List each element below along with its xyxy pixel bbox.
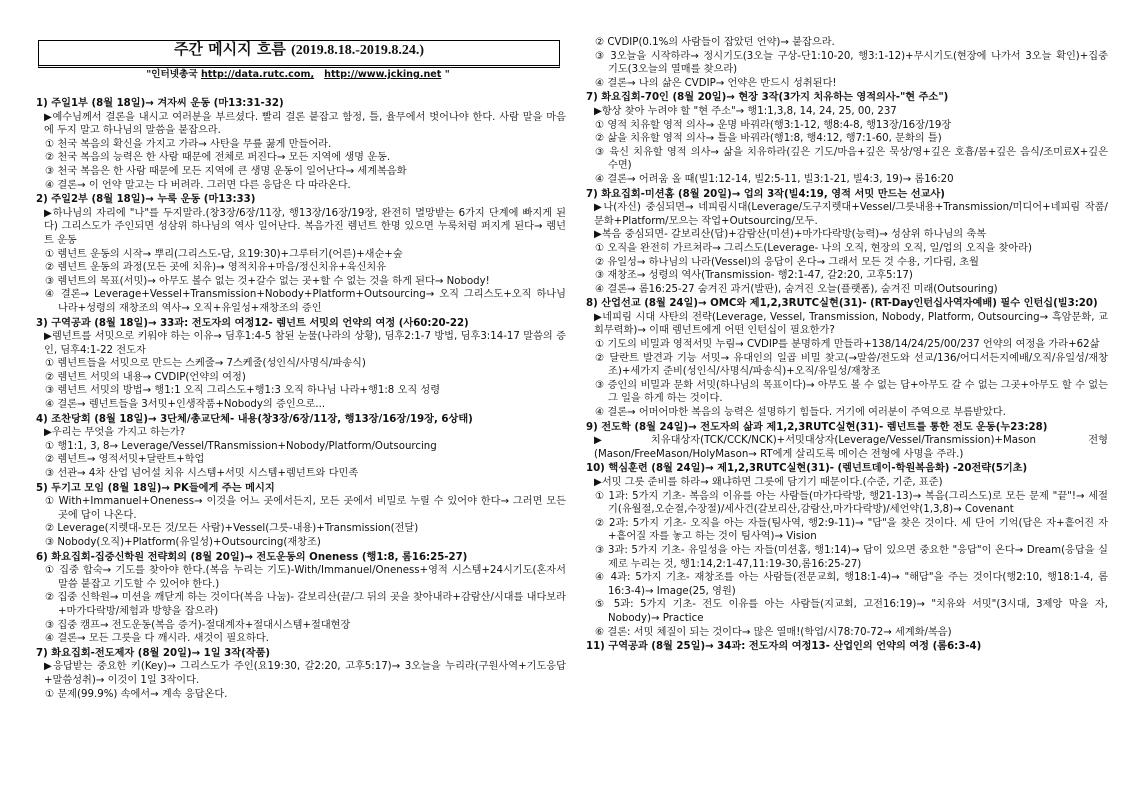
list-item: ③ 3과: 5가지 기초- 유일성을 아는 자들(미션홈, 행1:14)→ 답이 있으면 중요한 "응답"이 온다→ Dream(응답을 실제로 누리는 것, 행1:14,2:1-47,11:19-30,롬16:25-27) bbox=[595, 544, 1108, 570]
section-5 bbox=[36, 482, 566, 550]
list-item: ② Leverage(지렛대-모든 것/모든 사람)+Vessel(그릇-내용)+Transmission(전달) bbox=[45, 523, 419, 535]
list-item: ① 기도의 비밀과 영적서밋 누림→ CVDIP를 분명하게 만들라+138/14/24/25/00/237 언약의 여정을 가라+62삶 bbox=[595, 339, 1100, 351]
list-item: ② 천국 복음의 능력은 한 사람 때문에 전체로 퍼진다→ 모든 지역에 생명 운동. bbox=[45, 152, 391, 164]
section-title: 7) 화요집회-전도제자 (8월 20일)→ 1일 3작(작품) bbox=[36, 647, 271, 659]
section-intro: ▶렘넌트를 서밋으로 키워야 하는 이유→ 딤후1:4-5 참된 눈물(나라의 상황), 딤후2:1-7 방법, 딤후3:14-17 말씀의 증인, 딤후4:1-22 전도자 bbox=[44, 331, 566, 356]
list-item: ④ 결론→ 렘넌트들을 3서밋+인생작품+Nobody의 증인으로... bbox=[45, 399, 326, 411]
list-item: ④ 결론→ Leverage+Vessel+Transmission+Nobody+Platform+Outsourcing→ 오직 그리스도+오직 하나님 나라+성령의 재창조의 역사→ 오직+유일성+재창조의 증인 bbox=[45, 289, 566, 314]
list-item: ② 집중 신학원→ 미션을 깨닫게 하는 것이다(복음 나눔)- 갈보리산(끝/그 뒤의 곳을 찾아내라+감람산/시대를 내다보라+마가다락방/체험과 방향을 잡으라) bbox=[45, 592, 566, 617]
list-item: ⑥ 결론: 서밋 체질이 되는 것이다→ 많은 열매!(학업/시78:70-72→ 세계화/복음) bbox=[595, 626, 952, 638]
section-title: 3) 구역공과 (8월 18일)→ 33과: 전도자의 여정12- 렘넌트 서밋의 언약의 여정 (사60:20-22) bbox=[36, 317, 469, 329]
list-item: ① 영적 치유할 영적 의사→ 운명 바꿔라(행3:1-12, 행8:4-8, 행13장/16장/19장 bbox=[595, 119, 952, 131]
section-7c bbox=[586, 188, 1108, 297]
section-11 bbox=[586, 640, 1108, 654]
list-item: ② 유일성→ 하나님의 나라(Vessel)의 응답이 온다→ 그래서 모든 것 수용, 기다림, 초월 bbox=[595, 256, 979, 268]
list-item: ③ 재창조→ 성령의 역사(Transmission- 행2:1-47, 갈2:20, 고후5:17) bbox=[595, 270, 913, 282]
subtitle bbox=[38, 68, 558, 82]
link-data-rutc[interactable]: http://data.rutc.com, bbox=[200, 69, 315, 80]
list-item: ① 오직을 완전히 가르쳐라→ 그리스도(Leverage- 나의 오직, 현장의 오직, 일/업의 오직을 찾아라) bbox=[595, 242, 1032, 254]
list-item: ② 2과: 5가지 기초- 오직을 아는 자들(팀사역, 행2:9-11)→ "답"을 찾은 것이다. 세 단어 기억(답은 자+흩어진 자+흩어질 자를 놓고 하는 것이 팀사역)→ Vision bbox=[595, 517, 1108, 543]
list-item: ④ 결론→ 롬16:25-27 숨겨진 과거(발판), 숨겨진 오늘(플랫폼), 숨겨진 미래(Outsouring) bbox=[595, 283, 998, 295]
title-main: 주간 메시지 흐름 bbox=[173, 40, 286, 58]
list-item: ① 1과: 5가지 기초- 복음의 이유를 아는 사람들(마가다락방, 행21-13)→ 복음(그리스도)로 모든 문제 "끝"!→ 세절기(유월절,오순절,수장절)/세사건(갈보리산,감람산,마가다락방)/세언약(1,3,8)→ Covenant bbox=[595, 490, 1108, 516]
subtitle-suffix: " bbox=[444, 69, 450, 80]
section-intro: ▶예수님께서 결론을 내시고 여러분을 부르셨다. 빨리 결론 붙잡고 함정, 틀, 율무에서 벗어나야 한다. 사람 말을 마음에 두지 말고 하나님의 말씀을 붙잡으라. bbox=[44, 111, 566, 137]
section-intro: ▶항상 찾아 누려야 할 "현 주소"→ 행1:1,3,8, 14, 24, 25, 00, 237 bbox=[594, 105, 897, 117]
section-1 bbox=[36, 97, 566, 192]
link-jcking[interactable]: http://www.jcking.net bbox=[324, 69, 442, 80]
section-title: 5) 두기고 모임 (8월 18일)→ PK들에게 주는 메시지 bbox=[36, 482, 275, 494]
section-intro: ▶하나님의 자리에 "나"를 두지말라.(창3장/6장/11장, 행13장/16장/19장, 완전히 멸망받는 6가지 단계에 빠지게 된다) 그리스도가 주인되면 성삼위 하나님의 역사 일어난다. 복음가진 렘넌트 한명 있으면 누룩처럼 퍼지게 된다→ 렘넌트 운동 bbox=[44, 207, 566, 246]
section-title: 11) 구역공과 (8월 25일)→ 34과: 전도자의 여정13- 산업인의 언약의 여정 (롬6:3-4) bbox=[586, 641, 982, 653]
list-item: ④ 결론→ 모든 그릇을 다 깨시라. 새것이 필요하다. bbox=[45, 633, 269, 645]
section-title: 2) 주일2부 (8월 18일)→ 누룩 운동 (마13:33) bbox=[36, 194, 256, 206]
list-item: ③ 증인의 비밀과 문화 서밋(하나님의 목표이다)→ 아무도 볼 수 없는 답+아무도 갈 수 없는 그곳+아무도 할 수 없는 그 일을 하게 하는 것이다. bbox=[595, 379, 1108, 405]
section-7b bbox=[586, 91, 1108, 186]
list-item: ③ 렘넌트 서밋의 방법→ 행1:1 오직 그리스도+행1:3 오직 하나님 나라+행1:8 오직 성령 bbox=[45, 385, 441, 397]
list-item: ③ 선관→ 4차 산업 넘어설 치유 시스템+서밋 시스템+렘넌트와 다민족 bbox=[45, 468, 359, 480]
list-item: ② 렘넌트 운동의 과정(모든 곳에 치유)→ 영적치유+마음/정신치유+육신치유 bbox=[45, 262, 387, 274]
section-title: 8) 산업선교 (8월 24일)→ OMC와 제1,2,3RUTC실현(31)- (RT-Day인턴십사역자예배) 필수 인턴십(빌3:20) bbox=[586, 298, 1098, 310]
title-date-range: (2019.8.18.-2019.8.24.) bbox=[291, 43, 425, 58]
section-intro: ▶복음 중심되면- 갈보리산(답)+감람산(미션)+마가다락방(능력)→ 성삼위 하나님의 축복 bbox=[594, 229, 987, 241]
list-item: ① 천국 복음의 확신을 가지고 가라→ 사탄을 무릎 꿇게 만들어라. bbox=[45, 138, 332, 150]
section-2 bbox=[36, 193, 566, 315]
section-title: 7) 화요집회-미션홈 (8월 20일)→ 업의 3작(빌4:19, 영적 서밋 만드는 선교사) bbox=[586, 188, 945, 200]
list-item: ⑤ 5과: 5가지 기초- 전도 이유를 아는 사람들(지교회, 고전16:19)→ "치유와 서밋"(3시대, 3제앙 막을 자, Nobody)→ Practice bbox=[595, 599, 1108, 624]
list-item: ③ 육신 치유할 영적 의사→ 삶을 치유하라(깊은 기도/마음+깊은 묵상/영+깊은 호흡/몸+깊은 음식/조미료X+깊은 수면) bbox=[595, 146, 1108, 172]
section-title: 10) 핵심훈련 (8월 24일)→ 제1,2,3RUTC실현(31)- (렘넌트데이-학원복음화) -20전략(5기초) bbox=[586, 463, 1028, 475]
section-intro: ▶나(자신) 중심되면→ 네피림시대(Leverage/도구지렛대+Vessel/그릇내용+Transmission/미디어+네피림 작품/문화+Platform/모으는 작업+Outsourcing/모두. bbox=[594, 202, 1108, 227]
section-9 bbox=[586, 421, 1108, 462]
list-item: ② 렘넌트 서밋의 내용→ CVDIP(언약의 여정) bbox=[45, 371, 246, 383]
list-item: ④ 결론→ 이 언약 말고는 다 버려라. 그러면 다른 응답은 다 따라온다. bbox=[45, 179, 351, 191]
list-item: ③ 천국 복음은 한 사람 때문에 모든 지역에 큰 생명 운동이 일어난다→ 세계복음화 bbox=[45, 165, 407, 177]
section-4 bbox=[36, 413, 566, 481]
section-6 bbox=[36, 551, 566, 646]
subtitle-prefix: "인터넷총국 bbox=[146, 69, 201, 80]
list-item: ③ 3오늘을 시작하라→ 정시기도(3오늘 구상-단1:10-20, 행3:1-12)+무시기도(현장에 나가서 3오늘 확인)+집중 기도(3오늘의 열매를 찾으라) bbox=[595, 50, 1108, 76]
section-3 bbox=[36, 317, 566, 412]
title-box bbox=[38, 40, 560, 68]
list-item: ④ 4과: 5가지 기초- 재창조를 아는 사람들(전문교회, 행18:1-4)→ "해답"을 주는 것이다(행2:10, 행18:1-4, 롬16:3-4)→ Image(25, 영원) bbox=[595, 572, 1108, 597]
list-item: ② 달란트 발견과 기능 서밋→ 유대인의 일곱 비밀 찾고(→말씀/전도와 선교/136/어디서든지예배/오직/유일성/재창조)+세가지 준비(성인식/사명식/파송식)+오직/유일성/재창조 bbox=[595, 352, 1108, 378]
left-column bbox=[36, 96, 566, 701]
list-item: ① 집중 합숙→ 기도를 찾아야 한다.(복음 누리는 기도)-With/Immanuel/Oneness+영적 시스템+24시기도(혼자서 말씀 붙잡고 기도할 수 있어야 한다.) bbox=[45, 565, 566, 590]
list-item: ④ 결론→ 나의 삶은 CVDIP→ 언약은 반드시 성취된다! bbox=[595, 77, 837, 89]
section-intro: ▶치유대상자(TCK/CCK/NCK)+서밋대상자(Leverage/Vessel/Transmission)+Mason 전형(Mason/FreeMason/HolyMason→ RT에게 살리도록 메이슨 전형에 사명을 주라.) bbox=[594, 435, 1108, 460]
list-item: ② 렘넌트→ 영적서밋+달란트+학업 bbox=[45, 454, 205, 466]
list-item: ① 렘넌트들을 서밋으로 만드는 스케줄→ 7스케줄(성인식/사명식/파송식) bbox=[45, 358, 366, 370]
section-intro: ▶우리는 무엇을 가지고 하는가? bbox=[44, 427, 186, 439]
section-7 bbox=[36, 647, 566, 701]
section-8 bbox=[586, 297, 1108, 419]
list-item: ② 삶을 치유할 영적 의사→ 틀을 바꿔라(행1:8, 행4:12, 행7:1-60, 문화의 틀) bbox=[595, 133, 942, 145]
section-title: 7) 화요집회-70인 (8월 20일)→ 현장 3작(3가지 치유하는 영적의사-"현 주소") bbox=[586, 92, 949, 104]
section-intro: ▶네피림 시대 사탄의 전략(Leverage, Vessel, Transmission, Nobody, Platform, Outsourcing→ 흑암문화, 교회무력화)→ 이때 렘넌트에게 어떤 인턴십이 필요한가? bbox=[594, 311, 1108, 337]
section-title: 6) 화요집회-집중신학원 전략회의 (8월 20일)→ 전도운동의 Oneness (행1:8, 롬16:25-27) bbox=[36, 551, 468, 563]
list-item: ④ 결론→ 어려움 올 때(빌1:12-14, 빌2:5-11, 빌3:1-21, 빌4:3, 19)→ 롬16:20 bbox=[595, 173, 954, 185]
section-intro: ▶서밋 그릇 준비를 하라→ 왜냐하면 그릇에 담기기 때문이다.(수준, 기준, 표준) bbox=[594, 477, 943, 488]
section-title: 9) 전도학 (8월 24일)→ 전도자의 삶과 제1,2,3RUTC실현(31)- 렘넌트를 통한 전도 운동(누23:28) bbox=[586, 421, 1048, 433]
list-item: ③ 렘넌트의 목표(서밋)→ 아무도 볼수 없는 것+갈수 없는 곳+할 수 없는 것을 하게 된다→ Nobody! bbox=[45, 275, 490, 287]
list-item: ③ 집중 캠프→ 전도운동(복음 증거)-절대계자+절대시스템+절대현장 bbox=[45, 619, 351, 631]
list-item: ③ Nobody(오직)+Platform(유일성)+Outsourcing(재창조) bbox=[45, 537, 321, 548]
list-item: ① With+Immanuel+Oneness→ 이것을 어느 곳에서든지, 모든 곳에서 비밀로 누릴 수 있어야 한다→ 그러면 모든 곳에 답이 나온다. bbox=[45, 496, 566, 521]
list-item: ① 행1:1, 3, 8→ Leverage/Vessel/TRansmission+Nobody/Platform/Outsourcing bbox=[45, 440, 437, 452]
section-10 bbox=[586, 462, 1108, 639]
page-title bbox=[39, 40, 559, 58]
list-item: ① 렘넌트 운동의 시작→ 뿌리(그리스도-답, 요19:30)+그루터기(어른)+새순+숲 bbox=[45, 248, 403, 260]
list-item: ① 문제(99.9%) 속에서→ 계속 응답온다. bbox=[45, 688, 228, 700]
section-title: 4) 조찬당회 (8월 18일)→ 3단체/총교단체- 내용(창3장/6장/11장, 행13장/16장/19장, 6상태) bbox=[36, 413, 473, 425]
right-column bbox=[586, 36, 1108, 654]
list-item: ④ 결론→ 어머어마한 복음의 능력은 설명하기 힘들다. 거기에 여러분이 주역으로 부름받았다. bbox=[595, 407, 1006, 419]
section-intro: ▶응답받는 중요한 키(Key)→ 그리스도가 주인(요19:30, 갈2:20, 고후5:17)→ 3오늘을 누리라(구원사역+기도응답+말씀성취)→ 이것이 1일 3작이다. bbox=[44, 661, 566, 686]
section-title: 1) 주일1부 (8월 18일)→ 겨자씨 운동 (마13:31-32) bbox=[36, 98, 284, 109]
list-item: ② CVDIP(0.1%의 사람들이 잡았던 언약)→ 붙잡으라. bbox=[595, 37, 835, 48]
section-7-continued bbox=[586, 36, 1108, 90]
